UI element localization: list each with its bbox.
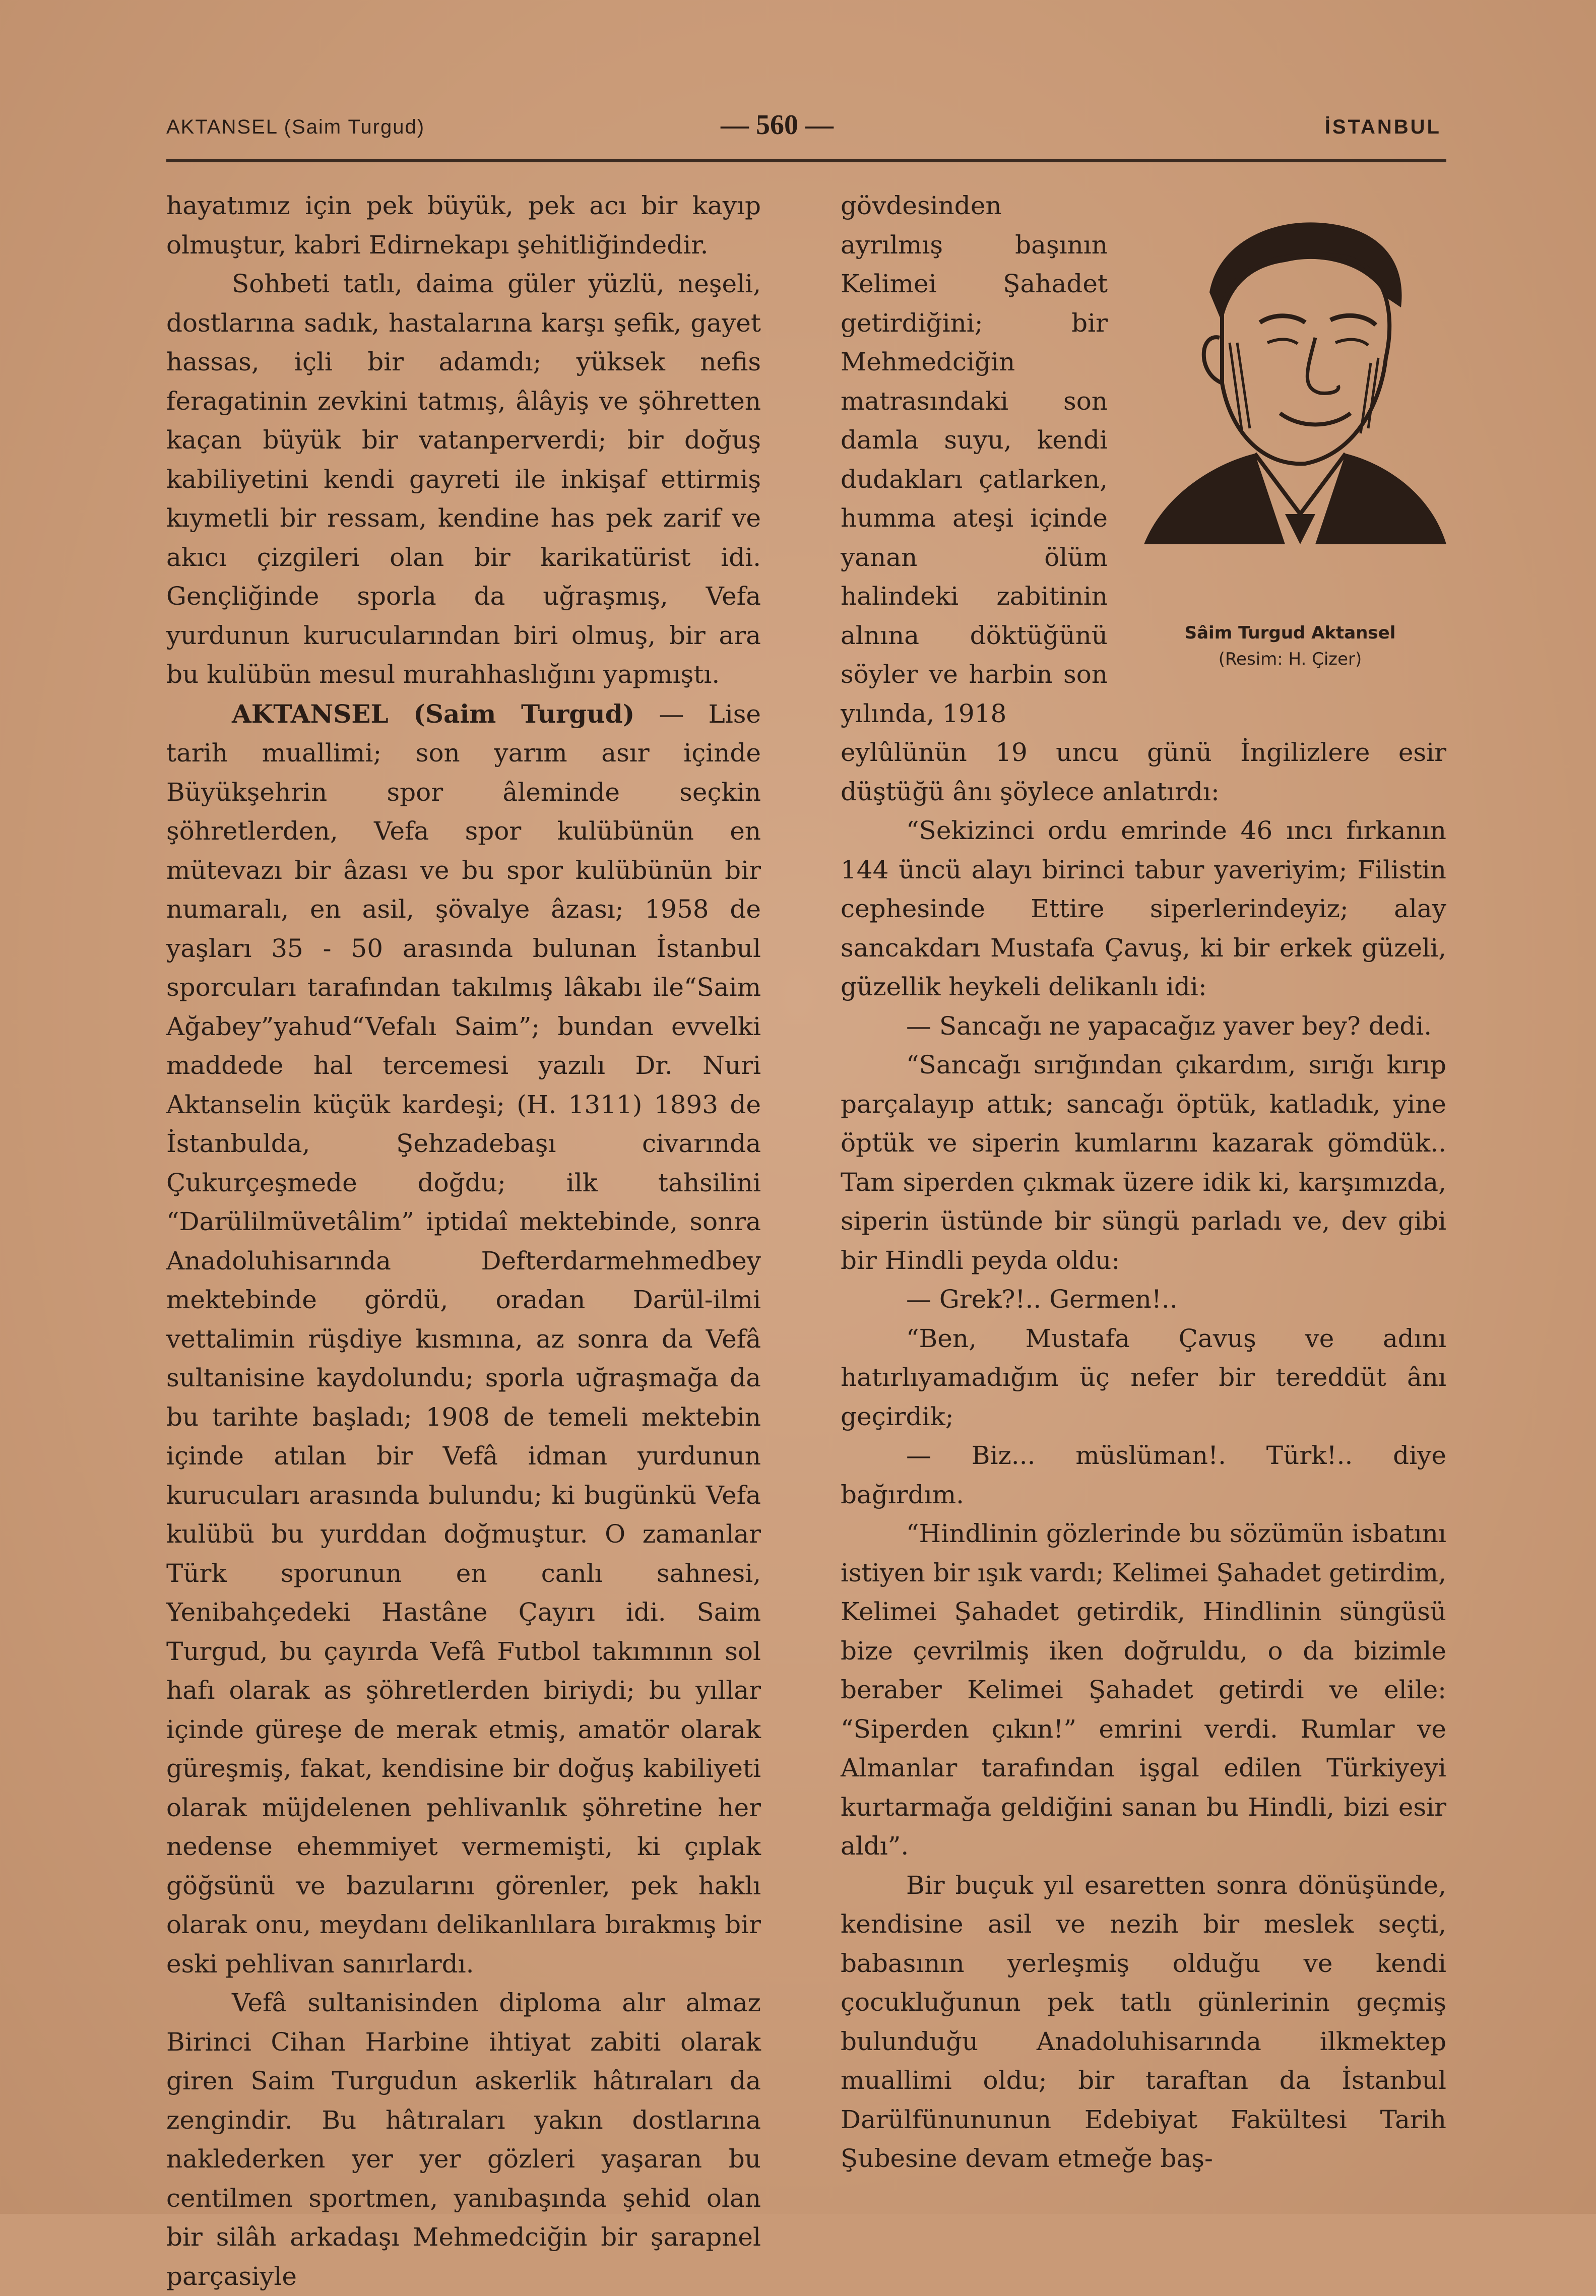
entry-heading: AKTANSEL (Saim Turgud) [232, 698, 635, 729]
right-paragraph-1: eylûlünün 19 uncu günü İngilizlere esir düştüğü ânı şöylece anlatırdı: [841, 738, 1446, 806]
left-paragraph-1: hayatımız için pek büyük, pek acı bir kayıp olmuştur, kabri Edirnekapı şehitliğindedir. [166, 191, 761, 260]
caption-credit: (Resim: H. Çizer) [1218, 649, 1362, 669]
right-paragraph-2: “Sekizinci ordu emrinde 46 ıncı fırkanın 144 üncü alayı birinci tabur yaveriyim; Filistin cephesinde Ettire siperlerindeyiz; alay sancakdarı Mustafa Çavuş, ki bir erkek güzeli, güzellik heykeli delikanlı idi: [841, 816, 1446, 1001]
portrait-caption [1124, 620, 1456, 672]
right-paragraph-8: “Hindlinin gözlerinde bu sözümün isbatını istiyen bir ışık vardı; Kelimei Şahadet getirdim, Kelimei Şahadet getirdik, Hindlinin süngüsü bize çevrilmiş iken doğruldu, o da bizimle beraber Kelimei Şahadet getirdi ve elile: “Siperden çıkın!” emrini verdi. Rumlar ve Almanlar tarafından işgal edilen Türkiyeyi kurtarmağa geldiğini sanan bu Hindli, bizi esir aldı”. [841, 1519, 1446, 1861]
left-paragraph-4: Vefâ sultanisinden diploma alır almaz Birinci Cihan Harbine ihtiyat zabiti olarak giren Saim Turgudun askerlik hâtıraları da zengindir. Bu hâtıraları yakın dostlarına naklederken yer yer gözleri yaşaran bu centilmen sportmen, yanıbaşında şehid olan bir silâh arkadaşı Mehmedciğin bir şarapnel parçasiyle [166, 1988, 761, 2291]
header-rule [166, 159, 1446, 162]
caption-name: Sâim Turgud Aktansel [1184, 623, 1396, 643]
running-header [166, 109, 1441, 156]
left-paragraph-2: Sohbeti tatlı, daima güler yüzlü, neşeli, dostlarına sadık, hastalarına karşı şefik, gayet hassas, içli bir adamdı; yüksek nefis feragatinin zevkini tatmış, âlâyiş ve şöhretten kaçan büyük bir vatanperverdi; bir doğuş kabiliyetini kendi gayreti ile inkişaf ettirmiş kıymetli bir ressam, kendine has pek zarif ve akıcı çizgileri olan bir karikatürist idi. Gençliğinde sporla da uğraşmış, Vefa yurdunun kurucularından biri olmuş, bir ara bu kulübün mesul murahhaslığını yapmıştı. [166, 269, 761, 689]
page-number: — 560 — [721, 109, 834, 141]
header-entry-name: AKTANSEL (Saim Turgud) [166, 116, 425, 138]
right-paragraph-6: “Ben, Mustafa Çavuş ve adını hatırlıyamadığım üç nefer bir tereddüt ânı geçirdik; [841, 1323, 1446, 1431]
right-paragraph-9: Bir buçuk yıl esaretten sonra dönüşünde, kendisine asil ve nezih bir meslek seçti, babasının yerleşmiş olduğu ve kendi çocukluğunun pek tatlı günlerinin geçmiş bulunduğu Anadoluhisarında ilkmektep muallimi oldu; bir taraftan da İstanbul Darülfünununun Edebiyat Fakültesi Tarih Şubesine devam etmeğe baş- [841, 1870, 1446, 2173]
right-paragraph-4: “Sancağı sırığından çıkardım, sırığı kırıp parçalayıp attık; sancağı öptük, katladık, yine öptük ve siperin kumlarını kazarak gömdük.. Tam siperden çıkmak üzere idik ki, karşımızda, siperin üstünde bir süngü parladı ve, dev gibi bir Hindli peyda oldu: [841, 1050, 1446, 1275]
right-paragraph-3: — Sancağı ne yapacağız yaver bey? dedi. [906, 1011, 1432, 1041]
header-publication: İSTANBUL [1324, 116, 1441, 138]
entry-text: — Lise tarih muallimi; son yarım asır içinde Büyükşehrin spor âleminde seçkin şöhretlerden, Vefa spor kulübünün en mütevazı bir âzası ve bu spor kulübünün bir numaralı, en asil, şövalye âzası; 1958 de yaşları 35 - 50 arasında bulunan İstanbul sporcuları tarafından takılmış lâkabı ile“Saim Ağabey”yahud“Vefalı Saim”; bundan evvelki maddede hal tercemesi yazılı Dr. Nuri Aktanselin küçük kardeşi; (H. 1311) 1893 de İstanbulda, Şehzadebaşı civarında Çukurçeşmede doğdu; ilk tahsilini “Darülilmüvetâlim” iptidaî mektebinde, sonra Anadoluhisarında Defterdarmehmedbey mektebinde gördü, oradan Darül-ilmi vettalimin rüşdiye kısmına, az sonra da Vefâ sultanisine kaydolundu; sporla uğraşmağa da bu tarihte başladı; 1908 de temeli mektebin içinde atılan bir Vefâ idman yurdunun kurucuları arasında bulundu; ki bugünkü Vefa kulübü bu yurddan doğmuştur. O zamanlar Türk sporunun en canlı sahnesi, Yenibahçedeki Hastâne Çayırı idi. Saim Turgud, bu çayırda Vefâ Futbol takımının sol hafı olarak as şöhretlerden biriydi; bu yıllar içinde güreşe de merak etmiş, amatör olarak güreşmiş, fakat, kendisine bir doğuş kabiliyeti olarak müjdelenen pehlivanlık şöhretine her nedense ehemmiyet vermemişti, ki çıplak göğsünü ve bazularını görenler, pek haklı olarak onu, meydanı delikanlılara bırakmış bir eski pehlivan sanırlardı. [166, 699, 761, 1979]
left-paragraph-3 [166, 694, 761, 1984]
right-paragraph-7: — Biz... müslüman!. Türk!.. diye bağırdım. [841, 1441, 1446, 1509]
right-paragraph-5: — Grek?!.. Germen!.. [906, 1285, 1178, 1314]
right-wrap-text: gövdesinden ayrılmış başının Kelimei Şahadet getirdiğini; bir Mehmedciğin matrasındaki son damla suyu, kendi dudakları çatlarken, humma ateşi içinde yanan ölüm halindeki zabitinin alnına döktüğünü söyler ve harbin son yılında, 1918 [841, 191, 1108, 728]
portrait-illustration [1134, 192, 1456, 625]
left-column [166, 186, 761, 2296]
